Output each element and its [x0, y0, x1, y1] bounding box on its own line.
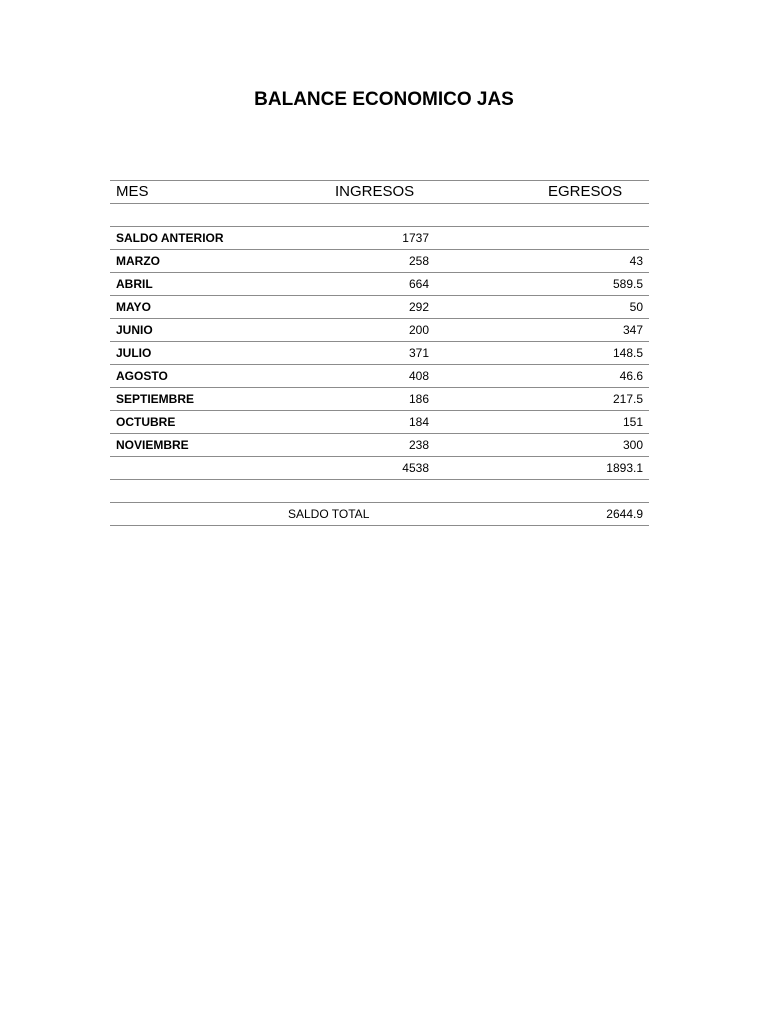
total-egresos: 1893.1	[606, 461, 643, 475]
empty-row	[110, 480, 649, 503]
ingresos-cell: 664	[408, 277, 429, 291]
month-cell: AGOSTO	[116, 369, 168, 383]
table-row	[110, 227, 649, 250]
header-mes: MES	[116, 183, 149, 200]
egresos-cell: 50	[629, 300, 643, 314]
month-cell: ABRIL	[116, 277, 153, 291]
table-row	[110, 434, 649, 457]
table-row	[110, 273, 649, 296]
ingresos-cell: 184	[408, 415, 429, 429]
header-egresos: EGRESOS	[548, 183, 623, 200]
saldo-total-value: 2644.9	[606, 507, 643, 521]
table-row	[110, 319, 649, 342]
egresos-cell: 589.5	[612, 277, 643, 291]
table-row	[110, 250, 649, 273]
ingresos-cell: 371	[408, 346, 429, 360]
table-row	[110, 296, 649, 319]
month-cell: JUNIO	[116, 323, 153, 337]
ingresos-cell: 200	[408, 323, 429, 337]
month-cell: SALDO ANTERIOR	[116, 231, 224, 245]
month-cell: MAYO	[116, 300, 151, 314]
table-header-row	[110, 180, 649, 204]
ingresos-cell: 186	[408, 392, 429, 406]
balance-table	[110, 180, 649, 526]
ingresos-cell: 408	[408, 369, 429, 383]
saldo-total-row	[110, 503, 649, 526]
saldo-total-label: SALDO TOTAL	[288, 507, 370, 521]
egresos-cell: 217.5	[612, 392, 643, 406]
egresos-cell: 46.6	[619, 369, 643, 383]
egresos-cell: 151	[622, 415, 643, 429]
empty-row	[110, 204, 649, 227]
page-title: BALANCE ECONOMICO JAS	[254, 89, 514, 110]
table-row	[110, 342, 649, 365]
month-cell: OCTUBRE	[116, 415, 176, 429]
ingresos-cell: 258	[408, 254, 429, 268]
month-cell: JULIO	[116, 346, 152, 360]
month-cell: SEPTIEMBRE	[116, 392, 195, 406]
totals-row	[110, 457, 649, 480]
egresos-cell: 43	[629, 254, 643, 268]
table-row	[110, 411, 649, 434]
egresos-cell: 300	[622, 438, 643, 452]
month-cell: NOVIEMBRE	[116, 438, 189, 452]
total-ingresos: 4538	[402, 461, 429, 475]
ingresos-cell: 1737	[402, 231, 429, 245]
egresos-cell: 347	[622, 323, 643, 337]
ingresos-cell: 292	[408, 300, 429, 314]
table-row	[110, 365, 649, 388]
ingresos-cell: 238	[408, 438, 429, 452]
egresos-cell: 148.5	[612, 346, 643, 360]
header-ingresos: INGRESOS	[335, 183, 415, 200]
table-row	[110, 388, 649, 411]
month-cell: MARZO	[116, 254, 160, 268]
